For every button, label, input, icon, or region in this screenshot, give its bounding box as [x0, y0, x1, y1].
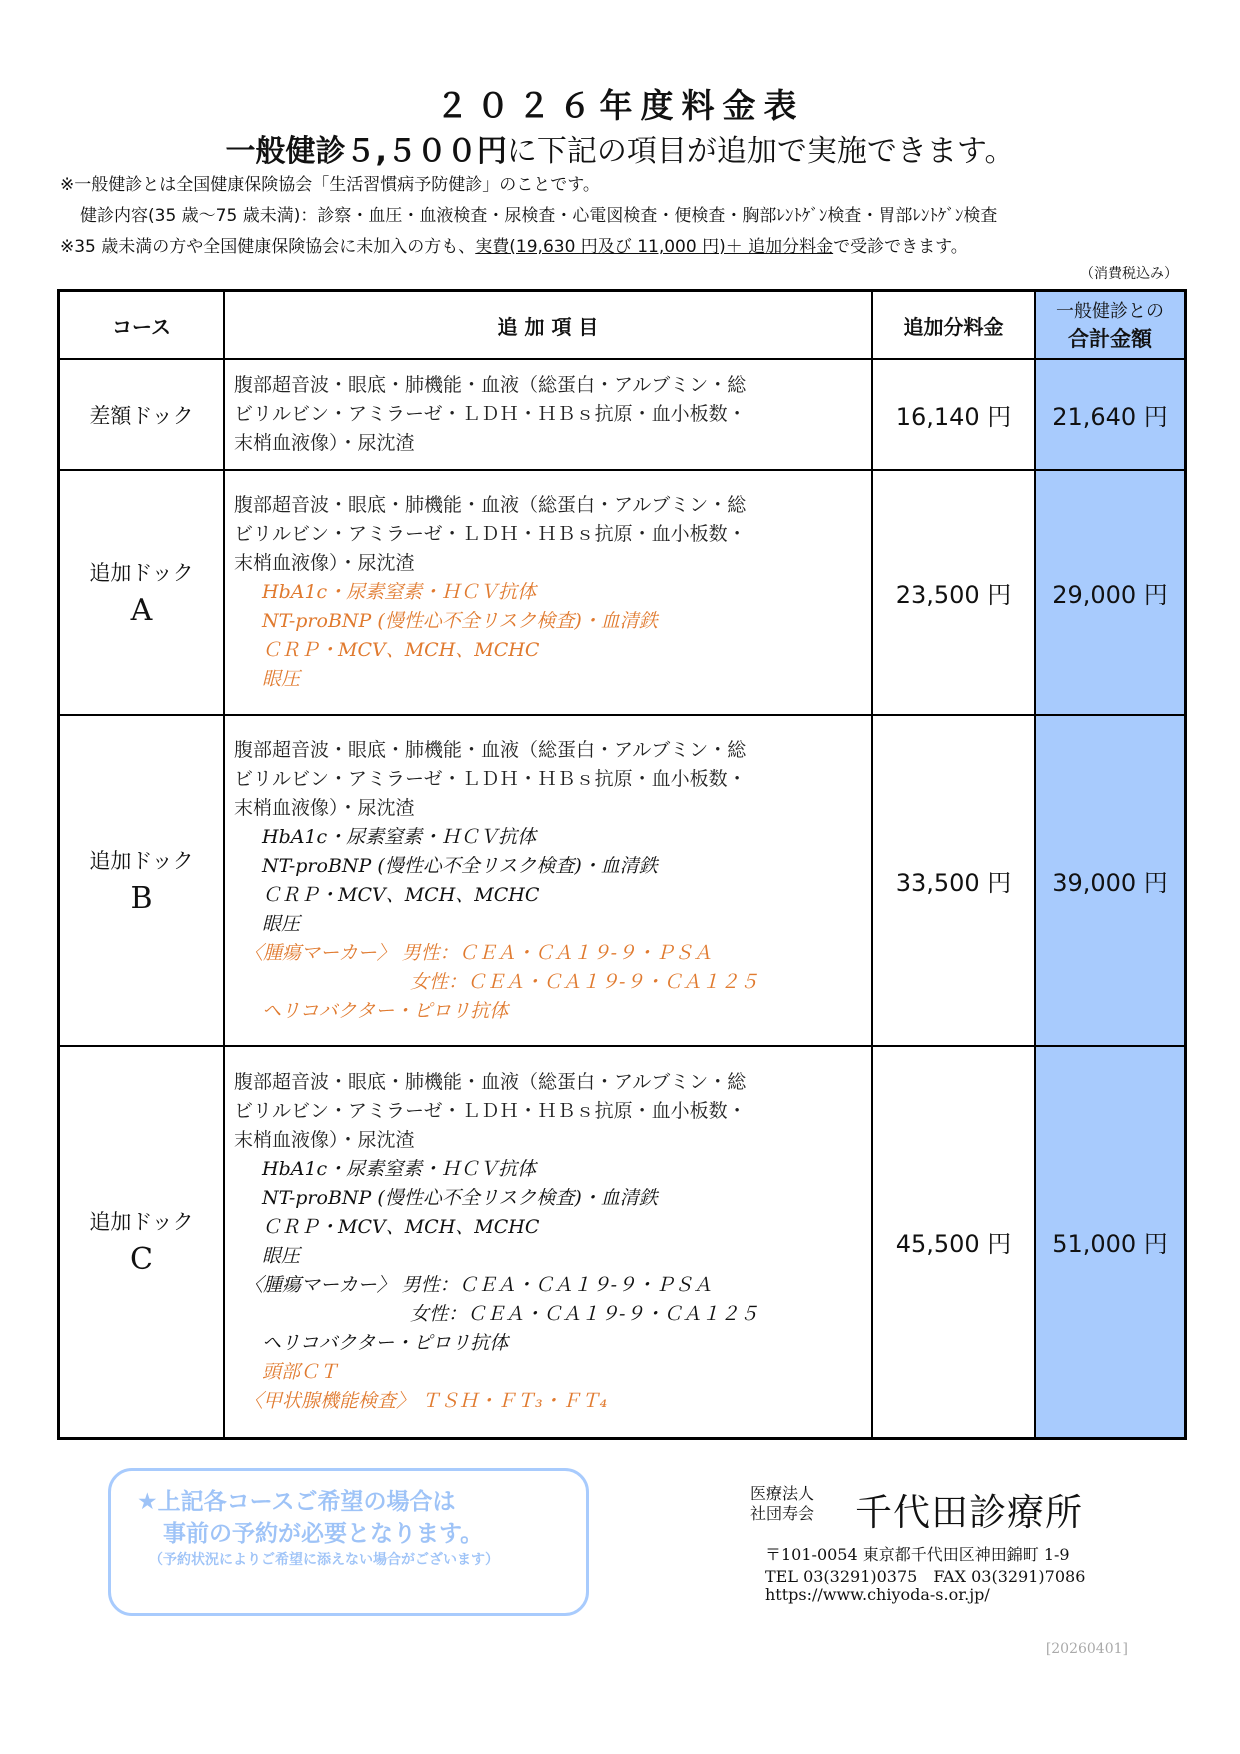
- total-fee: 39,000 円: [1035, 715, 1186, 1046]
- extra-item-line: HbA1c・尿素窒素・ＨＣＶ抗体: [262, 825, 537, 848]
- extra-item-line: 女性：ＣＥＡ・ＣＡ１９-９・ＣＡ１２５: [410, 970, 759, 993]
- extra-item-line: 眼圧: [262, 1244, 301, 1267]
- extra-item-line: 女性：ＣＥＡ・ＣＡ１９-９・ＣＡ１２５: [410, 1302, 759, 1325]
- table-header-row: [59, 291, 1186, 360]
- organization-type: [750, 1484, 814, 1524]
- extra-item-line: 〈腫瘍マーカー〉 男性：ＣＥＡ・ＣＡ１９-９・ＰＳＡ: [244, 941, 713, 964]
- table-row: [59, 359, 1186, 470]
- course-items: [224, 715, 872, 1046]
- extra-item-line: ヘリコバクター・ピロリ抗体: [262, 1331, 509, 1354]
- base-item-line: ビリルビン・アミラーゼ・ＬＤＨ・ＨＢｓ抗原・血小板数・: [234, 403, 747, 425]
- extra-item-line: ＣＲＰ・MCV、MCH、MCHC: [262, 1215, 540, 1238]
- base-item-line: ビリルビン・アミラーゼ・ＬＤＨ・ＨＢｓ抗原・血小板数・: [234, 523, 747, 545]
- clinic-phone: TEL 03(3291)0375 FAX 03(3291)7086: [765, 1567, 1086, 1586]
- clinic-url[interactable]: https://www.chiyoda-s.or.jp/: [765, 1585, 990, 1604]
- extra-item-line: ヘリコバクター・ピロリ抗体: [262, 999, 509, 1022]
- note3-post: で受診できます。: [833, 237, 968, 257]
- extra-item-line: 眼圧: [262, 668, 301, 690]
- page-title: ２０２６年度料金表: [435, 86, 805, 125]
- note-checkup-contents: 健診内容(35 歳～75 歳未満)：診察・血圧・血液検査・尿検査・心電図検査・便検査・胸部ﾚﾝﾄｹﾞﾝ検査・胃部ﾚﾝﾄｹﾞﾝ検査: [80, 206, 998, 226]
- extra-item-line: NT-proBNP (慢性心不全リスク検査)・血清鉄: [262, 610, 658, 632]
- table-row: [59, 715, 1186, 1046]
- reservation-notice-box: [108, 1468, 589, 1616]
- org-line1: 医療法人: [750, 1484, 815, 1503]
- header-total: [1035, 291, 1186, 360]
- base-item-line: 腹部超音波・眼底・肺機能・血液（総蛋白・アルブミン・総: [234, 738, 747, 761]
- additional-fee: 23,500 円: [872, 470, 1035, 715]
- header-total-line1: 一般健診との: [1056, 301, 1164, 322]
- header-course: コース: [59, 291, 225, 360]
- note3-pre: ※35 歳未満の方や全国健康保険協会に未加入の方も、: [60, 237, 476, 257]
- base-item-line: 末梢血液像）・尿沈渣: [234, 796, 415, 819]
- clinic-name: 千代田診療所: [855, 1491, 1083, 1534]
- additional-fee: 16,140 円: [872, 359, 1035, 470]
- base-item-line: 腹部超音波・眼底・肺機能・血液（総蛋白・アルブミン・総: [234, 494, 747, 516]
- course-letter: B: [130, 881, 153, 916]
- base-item-line: 腹部超音波・眼底・肺機能・血液（総蛋白・アルブミン・総: [234, 1070, 747, 1093]
- org-line2: 社団寿会: [750, 1504, 815, 1523]
- base-item-line: 腹部超音波・眼底・肺機能・血液（総蛋白・アルブミン・総: [234, 374, 747, 396]
- base-item-line: ビリルビン・アミラーゼ・ＬＤＨ・ＨＢｓ抗原・血小板数・: [234, 767, 747, 790]
- header-items: 追 加 項 目: [224, 291, 872, 360]
- course-letter: C: [130, 1242, 153, 1278]
- course-name: [59, 715, 225, 1046]
- table-row: [59, 1046, 1186, 1438]
- note-actual-cost: [60, 232, 968, 257]
- course-label: 差額ドック: [89, 403, 194, 428]
- base-item-line: 末梢血液像）・尿沈渣: [234, 1128, 415, 1151]
- notice-line3: （予約状況によりご希望に添えない場合がございます）: [149, 1552, 499, 1568]
- header-total-line2: 合計金額: [1068, 327, 1152, 351]
- base-item-line: 末梢血液像）・尿沈渣: [234, 432, 415, 454]
- course-name: [59, 359, 225, 470]
- base-item-line: 末梢血液像）・尿沈渣: [234, 552, 415, 574]
- course-items: [224, 359, 872, 470]
- course-items: [224, 1046, 872, 1438]
- table-row: [59, 470, 1186, 715]
- price-table: [57, 289, 1187, 1440]
- page-subtitle: [0, 126, 1240, 170]
- course-letter: A: [130, 593, 153, 628]
- extra-item-line: NT-proBNP (慢性心不全リスク検査)・血清鉄: [262, 1186, 658, 1209]
- total-fee: 51,000 円: [1035, 1046, 1186, 1438]
- document-code: [20260401]: [1045, 1641, 1128, 1657]
- notice-line2: 事前の予約が必要となります。: [163, 1521, 484, 1547]
- notice-line1: ★上記各コースご希望の場合は: [137, 1489, 456, 1515]
- subtitle-price: 一般健診５,５００円: [225, 134, 507, 169]
- header-fee: 追加分料金: [872, 291, 1035, 360]
- course-name: [59, 1046, 225, 1438]
- course-label: 追加ドック: [89, 561, 194, 585]
- extra-item-line: HbA1c・尿素窒素・ＨＣＶ抗体: [262, 581, 537, 603]
- course-name: [59, 470, 225, 715]
- extra-item-line: ＣＲＰ・MCV、MCH、MCHC: [262, 639, 540, 661]
- extra-item-line: ＣＲＰ・MCV、MCH、MCHC: [262, 883, 540, 906]
- course-label: 追加ドック: [89, 1210, 194, 1235]
- clinic-contact: [765, 1544, 1085, 1606]
- extra-item-line: 〈甲状腺機能検査〉 ＴＳＨ・ＦＴ₃・ＦＴ₄: [244, 1389, 608, 1412]
- extra-item-line: 頭部ＣＴ: [262, 1360, 339, 1383]
- extra-item-line: 眼圧: [262, 912, 301, 935]
- tax-included-note: （消費税込み）: [1080, 266, 1178, 282]
- subtitle-text: に下記の項目が追加で実施できます。: [506, 134, 1015, 169]
- extra-item-line: 〈腫瘍マーカー〉 男性：ＣＥＡ・ＣＡ１９-９・ＰＳＡ: [244, 1273, 713, 1296]
- note-general-checkup: ※一般健診とは全国健康保険協会「生活習慣病予防健診」のことです。: [60, 175, 600, 195]
- course-label: 追加ドック: [89, 849, 194, 873]
- additional-fee: 33,500 円: [872, 715, 1035, 1046]
- total-fee: 29,000 円: [1035, 470, 1186, 715]
- additional-fee: 45,500 円: [872, 1046, 1035, 1438]
- extra-item-line: NT-proBNP (慢性心不全リスク検査)・血清鉄: [262, 854, 658, 877]
- course-items: [224, 470, 872, 715]
- base-item-line: ビリルビン・アミラーゼ・ＬＤＨ・ＨＢｓ抗原・血小板数・: [234, 1099, 747, 1122]
- clinic-address: 〒101-0054 東京都千代田区神田錦町 1-9: [765, 1545, 1070, 1564]
- note3-underlined: 実費(19,630 円及び 11,000 円)＋ 追加分料金: [475, 237, 834, 257]
- total-fee: 21,640 円: [1035, 359, 1186, 470]
- extra-item-line: HbA1c・尿素窒素・ＨＣＶ抗体: [262, 1157, 537, 1180]
